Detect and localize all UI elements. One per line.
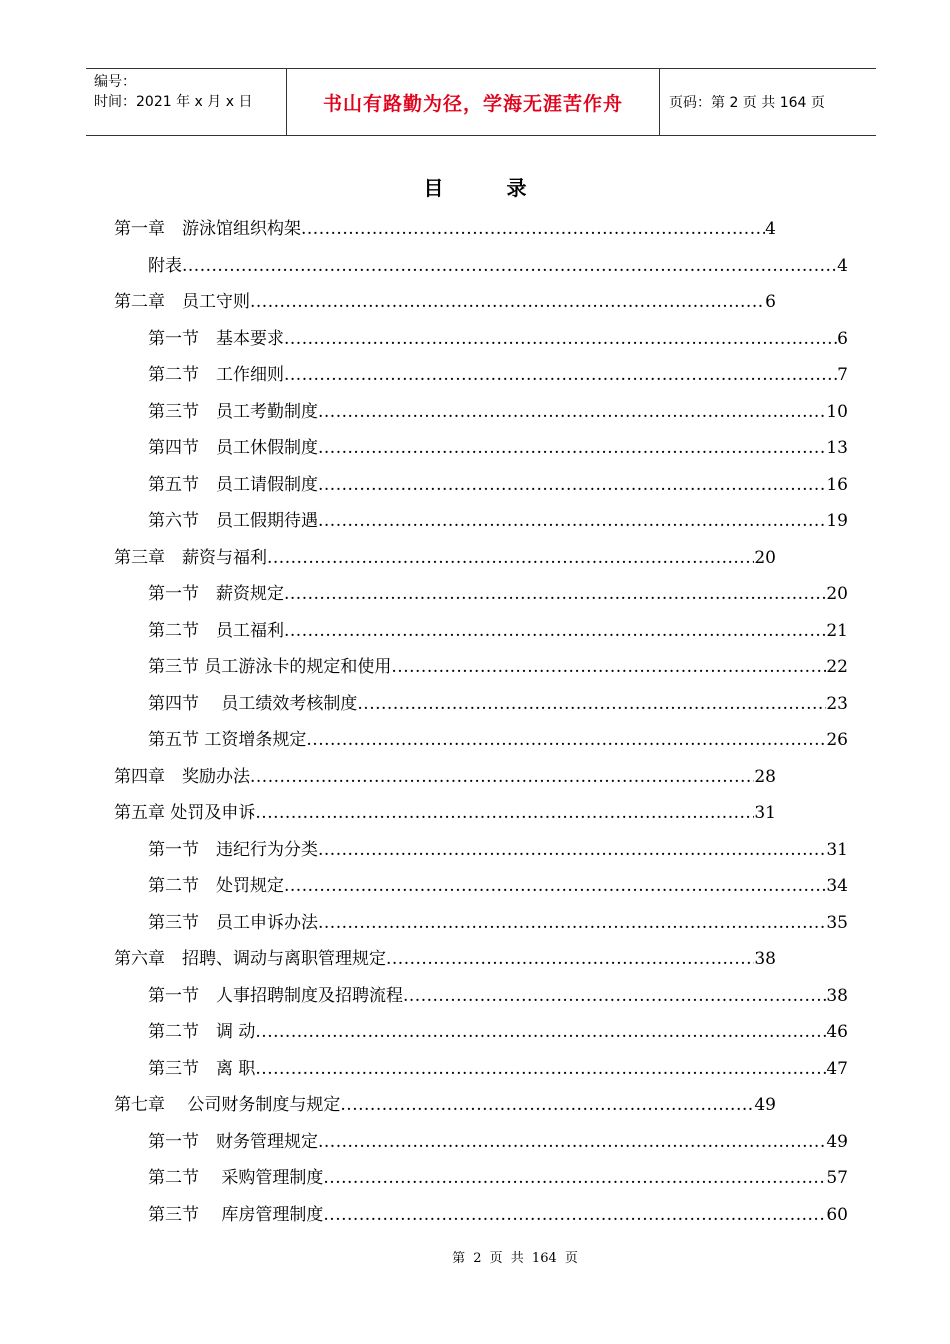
header-time-label: 时间：2021 年 x 月 x 日 bbox=[94, 94, 253, 110]
toc-section-entry[interactable] bbox=[148, 460, 848, 496]
toc-leader-dots bbox=[323, 1204, 826, 1226]
toc-entry-page: 4 bbox=[837, 255, 848, 276]
toc-leader-dots bbox=[403, 985, 826, 1007]
toc-leader-dots bbox=[255, 802, 754, 824]
toc-section-entry[interactable] bbox=[148, 314, 848, 350]
toc-leader-dots bbox=[306, 729, 826, 751]
toc-entry-page: 6 bbox=[837, 328, 848, 349]
toc-chapter-entry[interactable] bbox=[114, 533, 776, 569]
toc-section-entry[interactable] bbox=[148, 898, 848, 934]
toc-entry-label: 第二节 处罚规定 bbox=[148, 876, 284, 896]
toc-entry-page: 20 bbox=[754, 547, 776, 568]
toc-leader-dots bbox=[250, 291, 765, 313]
toc-leader-dots bbox=[318, 912, 826, 934]
toc-entry-page: 19 bbox=[826, 511, 848, 531]
toc-section-entry[interactable] bbox=[148, 642, 848, 678]
toc-entry-label: 第二节 调 动 bbox=[148, 1022, 256, 1042]
toc-entry-page: 22 bbox=[826, 657, 848, 677]
toc-leader-dots bbox=[284, 620, 826, 642]
toc-entry-label: 第一节 财务管理规定 bbox=[148, 1131, 318, 1152]
toc-entry-label: 第四节 员工绩效考核制度 bbox=[148, 693, 358, 714]
toc-entry-label: 第六节 员工假期待遇 bbox=[148, 511, 318, 531]
toc-section-entry[interactable] bbox=[148, 679, 848, 715]
toc-leader-dots bbox=[284, 583, 826, 605]
toc-entry-page: 46 bbox=[826, 1022, 848, 1042]
toc-leader-dots bbox=[267, 547, 754, 569]
toc-section-entry[interactable] bbox=[148, 606, 848, 642]
toc-entry-label: 附表 bbox=[148, 255, 182, 276]
toc-title: 目 录 bbox=[423, 176, 555, 200]
toc-entry-label: 第三节 员工考勤制度 bbox=[148, 401, 318, 422]
toc-entry-label: 第六章 招聘、调动与离职管理规定 bbox=[114, 949, 386, 969]
toc-leader-dots bbox=[255, 1021, 826, 1043]
toc-entry-label: 第一节 基本要求 bbox=[148, 328, 284, 349]
toc-chapter-entry[interactable] bbox=[114, 277, 776, 313]
toc-section-entry[interactable] bbox=[148, 715, 848, 751]
toc-section-entry[interactable] bbox=[148, 861, 848, 897]
toc-section-entry[interactable] bbox=[148, 1117, 848, 1153]
toc-leader-dots bbox=[391, 656, 826, 678]
toc-chapter-entry[interactable] bbox=[114, 204, 776, 240]
toc-entry-page: 20 bbox=[826, 584, 848, 604]
toc-entry-page: 4 bbox=[765, 219, 776, 239]
toc-entry-page: 49 bbox=[826, 1131, 848, 1152]
toc-entry-page: 16 bbox=[826, 474, 848, 495]
toc-entry-page: 31 bbox=[826, 839, 848, 860]
toc-entry-label: 第三节 员工游泳卡的规定和使用 bbox=[148, 657, 392, 677]
toc-section-entry[interactable] bbox=[148, 350, 848, 386]
toc-entry-label: 第四章 奖励办法 bbox=[114, 766, 250, 787]
header-page-info: 页码：第 2 页 共 164 页 bbox=[669, 95, 825, 111]
header-meta bbox=[86, 69, 287, 135]
toc-entry-label: 第三章 薪资与福利 bbox=[114, 547, 267, 568]
toc-entry-label: 第五章 处罚及申诉 bbox=[114, 803, 256, 823]
toc-entry-label: 第二节 员工福利 bbox=[148, 620, 284, 641]
toc-entry-page: 57 bbox=[826, 1168, 848, 1188]
toc-entry-page: 49 bbox=[754, 1095, 776, 1115]
toc-entry-label: 第五节 员工请假制度 bbox=[148, 474, 318, 495]
toc-leader-dots bbox=[284, 364, 837, 386]
header-motto: 书山有路勤为径，学海无涯苦作舟 bbox=[287, 69, 660, 135]
toc-entry-page: 38 bbox=[826, 985, 848, 1006]
toc-entry-page: 47 bbox=[826, 1058, 848, 1079]
toc-chapter-entry[interactable] bbox=[114, 1080, 776, 1116]
toc-leader-dots bbox=[318, 839, 826, 861]
toc-entry-label: 第三节 离 职 bbox=[148, 1058, 256, 1079]
toc-leader-dots bbox=[386, 948, 754, 970]
toc-leader-dots bbox=[318, 1131, 826, 1153]
toc-entry-page: 6 bbox=[765, 292, 776, 312]
toc-entry-page: 34 bbox=[826, 876, 848, 896]
toc-entry-label: 第一节 违纪行为分类 bbox=[148, 839, 318, 860]
toc-entry-page: 38 bbox=[754, 949, 776, 969]
toc-chapter-entry[interactable] bbox=[114, 788, 776, 824]
toc-section-entry[interactable] bbox=[148, 387, 848, 423]
toc-section-entry[interactable] bbox=[148, 1190, 848, 1226]
toc-entry-label: 第四节 员工休假制度 bbox=[148, 438, 318, 458]
toc-section-entry[interactable] bbox=[148, 825, 848, 861]
toc-section-entry[interactable] bbox=[148, 569, 848, 605]
toc-entry-label: 第二节 采购管理制度 bbox=[148, 1168, 324, 1188]
toc-section-entry[interactable] bbox=[148, 496, 848, 532]
toc-leader-dots bbox=[318, 437, 826, 459]
toc-entry-label: 第三节 库房管理制度 bbox=[148, 1204, 324, 1225]
toc-entry-page: 60 bbox=[826, 1204, 848, 1225]
toc-entry-page: 10 bbox=[826, 401, 848, 422]
toc-entry-label: 第二节 工作细则 bbox=[148, 365, 284, 385]
toc-entry-page: 26 bbox=[826, 730, 848, 750]
toc-leader-dots bbox=[323, 1167, 826, 1189]
toc-leader-dots bbox=[255, 1058, 826, 1080]
toc-section-entry[interactable] bbox=[148, 971, 848, 1007]
toc-leader-dots bbox=[318, 510, 826, 532]
toc-entry-page: 23 bbox=[826, 693, 848, 714]
toc-leader-dots bbox=[182, 255, 837, 277]
toc-entry-label: 第五节 工资增条规定 bbox=[148, 730, 307, 750]
toc-chapter-entry[interactable] bbox=[114, 752, 776, 788]
toc-leader-dots bbox=[357, 693, 826, 715]
toc-entry-label: 第一节 薪资规定 bbox=[148, 584, 284, 604]
toc-entry-label: 第七章 公司财务制度与规定 bbox=[114, 1095, 341, 1115]
toc-leader-dots bbox=[250, 766, 754, 788]
header-number-label: 编号： bbox=[94, 74, 136, 90]
toc-chapter-entry[interactable] bbox=[114, 934, 776, 970]
toc-section-entry[interactable] bbox=[148, 1153, 848, 1189]
toc-leader-dots bbox=[318, 401, 826, 423]
toc-entry-page: 35 bbox=[826, 912, 848, 933]
toc-section-entry[interactable] bbox=[148, 1044, 848, 1080]
toc-entry-label: 第三节 员工申诉办法 bbox=[148, 912, 318, 933]
toc-section-entry[interactable] bbox=[148, 1007, 848, 1043]
toc-entry-page: 31 bbox=[754, 803, 776, 823]
toc-leader-dots bbox=[340, 1094, 754, 1116]
toc-leader-dots bbox=[284, 328, 837, 350]
toc-entry-page: 28 bbox=[754, 766, 776, 787]
page-footer: 第 2 页 共 164 页 bbox=[452, 1251, 578, 1266]
toc-entry-page: 21 bbox=[826, 620, 848, 641]
toc-entry-page: 13 bbox=[826, 438, 848, 458]
toc-leader-dots bbox=[301, 218, 765, 240]
toc-entry-label: 第一章 游泳馆组织构架 bbox=[114, 219, 301, 239]
toc-entry-page: 7 bbox=[837, 365, 848, 385]
page-header bbox=[86, 68, 876, 136]
toc-leader-dots bbox=[284, 875, 826, 897]
toc-entry-label: 第一节 人事招聘制度及招聘流程 bbox=[148, 985, 403, 1006]
toc-leader-dots bbox=[318, 474, 826, 496]
toc-entry-label: 第二章 员工守则 bbox=[114, 292, 250, 312]
toc-section-entry[interactable] bbox=[148, 241, 848, 277]
toc-section-entry[interactable] bbox=[148, 423, 848, 459]
